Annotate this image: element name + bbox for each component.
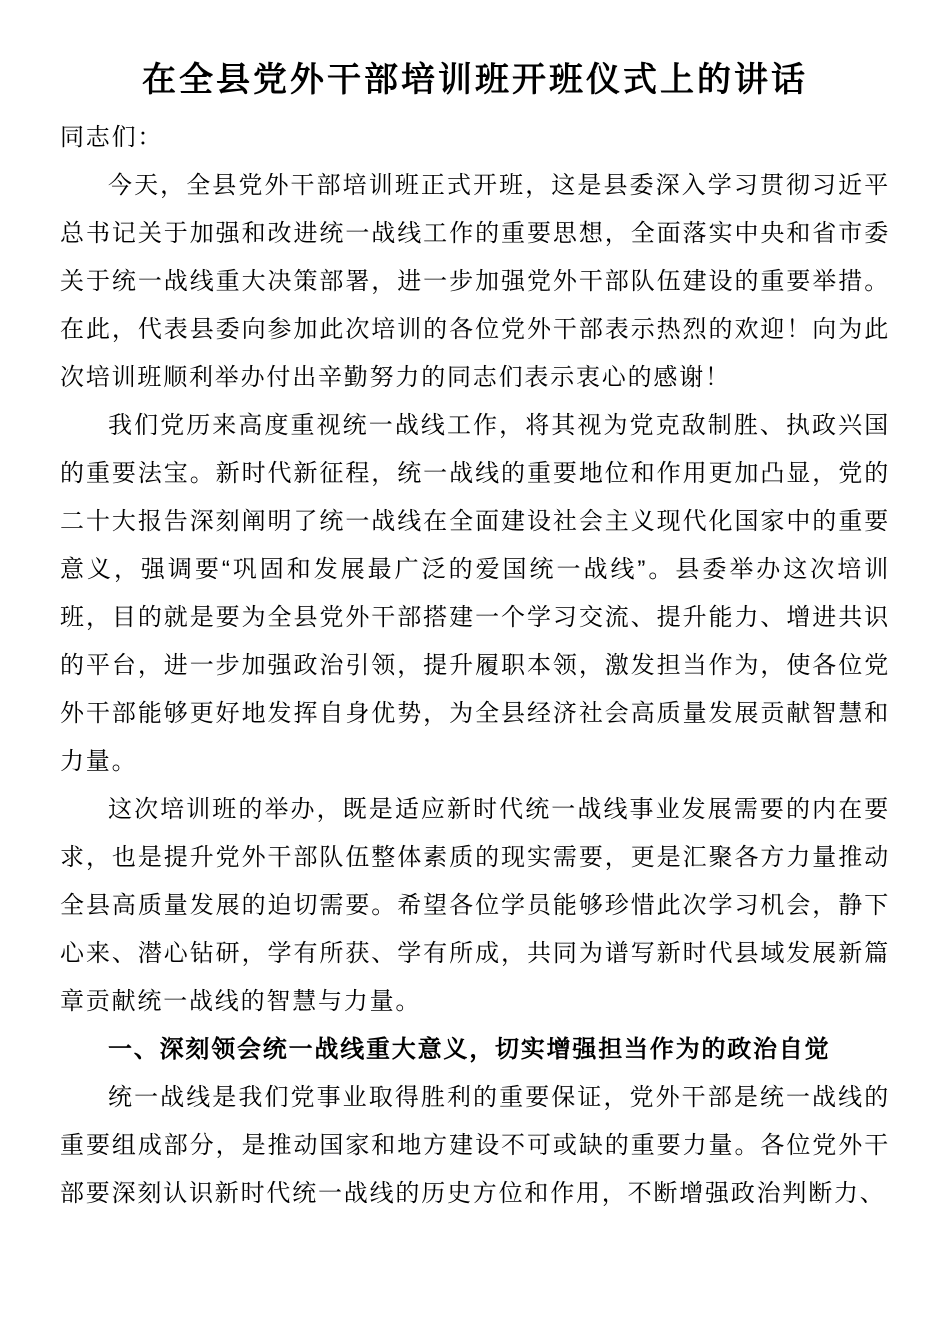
salutation: 同志们：	[60, 124, 164, 151]
section-heading-1: 一、深刻领会统一战线重大意义，切实增强担当作为的政治自觉	[108, 1036, 831, 1063]
paragraph-4: 统一战线是我们党事业取得胜利的重要保证，党外干部是统一战线的重要组成部分，是推动国家和地方建设不可或缺的重要力量。各位党外干部要深刻认识新时代统一战线的历史方位和作用，不断增强政治判断力、	[60, 1084, 890, 1207]
document-title: 在全县党外干部培训班开班仪式上的讲话	[142, 61, 808, 99]
paragraph-2: 我们党历来高度重视统一战线工作，将其视为党克敌制胜、执政兴国的重要法宝。新时代新征程，统一战线的重要地位和作用更加凸显，党的二十大报告深刻阐明了统一战线在全面建设社会主义现代化国家中的重要意义，强调要“巩固和发展最广泛的爱国统一战线”。县委举办这次培训班，目的就是要为全县党外干部搭建一个学习交流、提升能力、增进共识的平台，进一步加强政治引领，提升履职本领，激发担当作为，使各位党外干部能够更好地发挥自身优势，为全县经济社会高质量发展贡献智慧和力量。	[60, 412, 890, 775]
paragraph-1: 今天，全县党外干部培训班正式开班，这是县委深入学习贯彻习近平总书记关于加强和改进统一战线工作的重要思想，全面落实中央和省市委关于统一战线重大决策部署，进一步加强党外干部队伍建设的重要举措。在此，代表县委向参加此次培训的各位党外干部表示热烈的欢迎！向为此次培训班顺利举办付出辛勤努力的同志们表示衷心的感谢！	[60, 172, 890, 391]
paragraph-3: 这次培训班的举办，既是适应新时代统一战线事业发展需要的内在要求，也是提升党外干部队伍整体素质的现实需要，更是汇聚各方力量推动全县高质量发展的迫切需要。希望各位学员能够珍惜此次学习机会，静下心来、潜心钻研，学有所获、学有所成，共同为谱写新时代县域发展新篇章贡献统一战线的智慧与力量。	[60, 796, 890, 1015]
